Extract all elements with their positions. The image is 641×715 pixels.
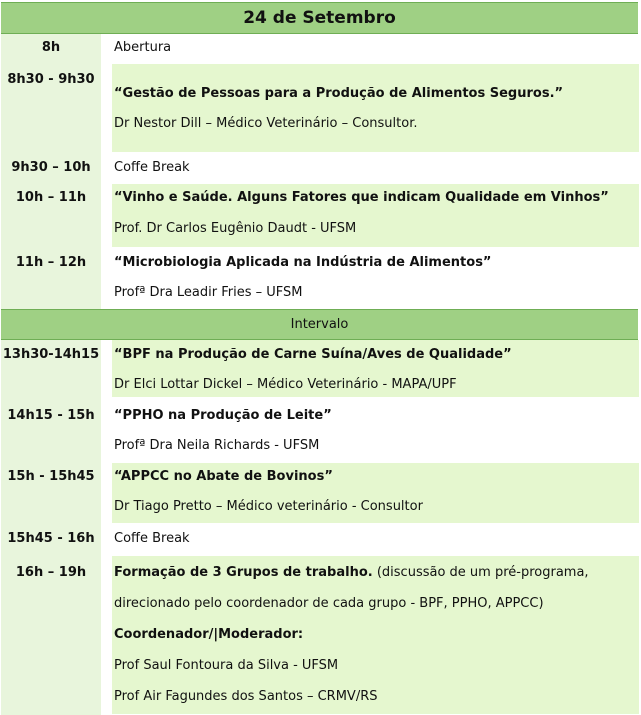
session-description-line — [114, 565, 589, 580]
session-time: 8h30 - 9h30 — [7, 72, 95, 87]
session-title: “APPCC no Abate de Bovinos” — [114, 469, 333, 484]
date-header — [1, 2, 638, 34]
session-time: 13h30-14h15 — [2, 347, 100, 362]
session-title: “PPHO na Produção de Leite” — [114, 408, 332, 423]
session-description: direcionado pelo coordenador de cada grupo - BPF, PPHO, APPCC) — [114, 596, 544, 611]
session-note: (discussão de um pré-programa, — [372, 565, 589, 580]
session-time: 9h30 – 10h — [11, 160, 91, 175]
session-time: 15h - 15h45 — [7, 469, 95, 484]
session-title: Formação de 3 Grupos de trabalho. — [114, 565, 373, 580]
time-column-afternoon — [1, 340, 101, 715]
session-speaker: Dr Tiago Pretto – Médico veterinário - Consultor — [114, 499, 423, 514]
session-speaker: Profª Dra Leadir Fries – UFSM — [114, 285, 303, 300]
session-time: 11h – 12h — [15, 255, 87, 270]
session-title: Coffe Break — [114, 160, 190, 175]
session-title: Coffe Break — [114, 531, 190, 546]
session-speaker: Prof. Dr Carlos Eugênio Daudt - UFSM — [114, 221, 357, 236]
session-title: Abertura — [114, 40, 172, 55]
session-time: 14h15 - 15h — [7, 408, 95, 423]
session-time: 8h — [41, 40, 61, 55]
intervalo-bar — [1, 309, 638, 340]
moderator-name: Prof Air Fagundes dos Santos – CRMV/RS — [114, 689, 378, 704]
session-time: 16h – 19h — [15, 565, 87, 580]
session-title: “Microbiologia Aplicada na Indústria de Alimentos” — [114, 255, 492, 270]
session-title: “Gestão de Pessoas para a Produção de Alimentos Seguros.” — [114, 86, 564, 101]
session-title: “BPF na Produção de Carne Suína/Aves de Qualidade” — [114, 347, 512, 362]
date-title: 24 de Setembro — [243, 8, 396, 28]
session-speaker: Dr Elci Lottar Dickel – Médico Veterinário - MAPA/UPF — [114, 377, 457, 392]
session-time: 15h45 - 16h — [7, 531, 95, 546]
session-speaker: Dr Nestor Dill – Médico Veterinário – Consultor. — [114, 116, 418, 131]
moderator-name: Prof Saul Fontoura da Silva - UFSM — [114, 658, 339, 673]
session-title: “Vinho e Saúde. Alguns Fatores que indicam Qualidade em Vinhos” — [114, 190, 609, 205]
intervalo-label: Intervalo — [290, 317, 349, 332]
session-speaker: Profª Dra Neila Richards - UFSM — [114, 438, 320, 453]
moderator-heading: Coordenador/|Moderador: — [114, 627, 304, 642]
session-block-2 — [112, 64, 639, 152]
session-time: 10h – 11h — [15, 190, 87, 205]
